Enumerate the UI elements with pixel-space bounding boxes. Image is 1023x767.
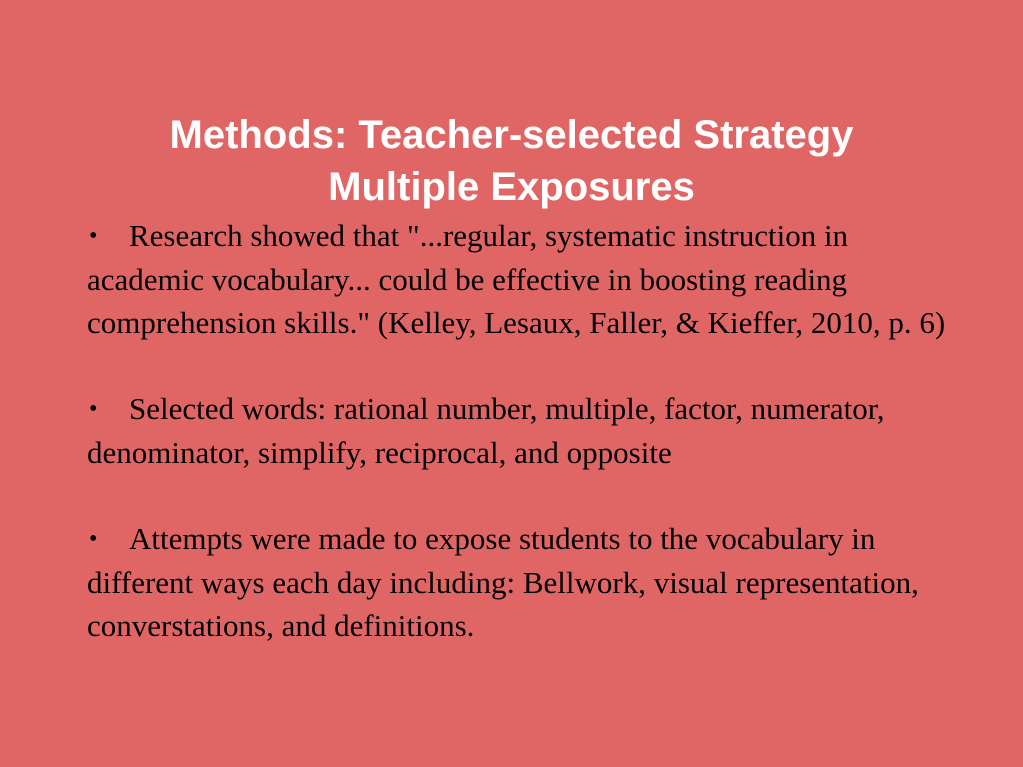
- slide-title-line-1: Methods: Teacher-selected Strategy: [169, 112, 854, 157]
- bullet-icon: •: [89, 223, 98, 249]
- bullet-text: Attempts were made to expose students to the vocabulary in different ways each day including: Bellwork, visual representation, converstations, and definitions.: [87, 521, 919, 643]
- bullet-icon: •: [89, 526, 98, 552]
- bullet-item-selected-words: [87, 387, 967, 474]
- bullet-text: Selected words: rational number, multiple, factor, numerator, denominator, simplify, reciprocal, and opposite: [87, 391, 885, 470]
- slide-title: [60, 109, 963, 213]
- bullet-item-research: [87, 214, 967, 344]
- bullet-list: [87, 214, 967, 647]
- bullet-icon: •: [89, 396, 98, 422]
- slide-title-line-2: Multiple Exposures: [328, 164, 695, 209]
- bullet-text: Research showed that "...regular, systematic instruction in academic vocabulary... could be effective in boosting reading comprehension skills." (Kelley, Lesaux, Faller, & Kieffer, 2010, p. 6): [87, 218, 946, 340]
- bullet-item-attempts: [87, 517, 967, 647]
